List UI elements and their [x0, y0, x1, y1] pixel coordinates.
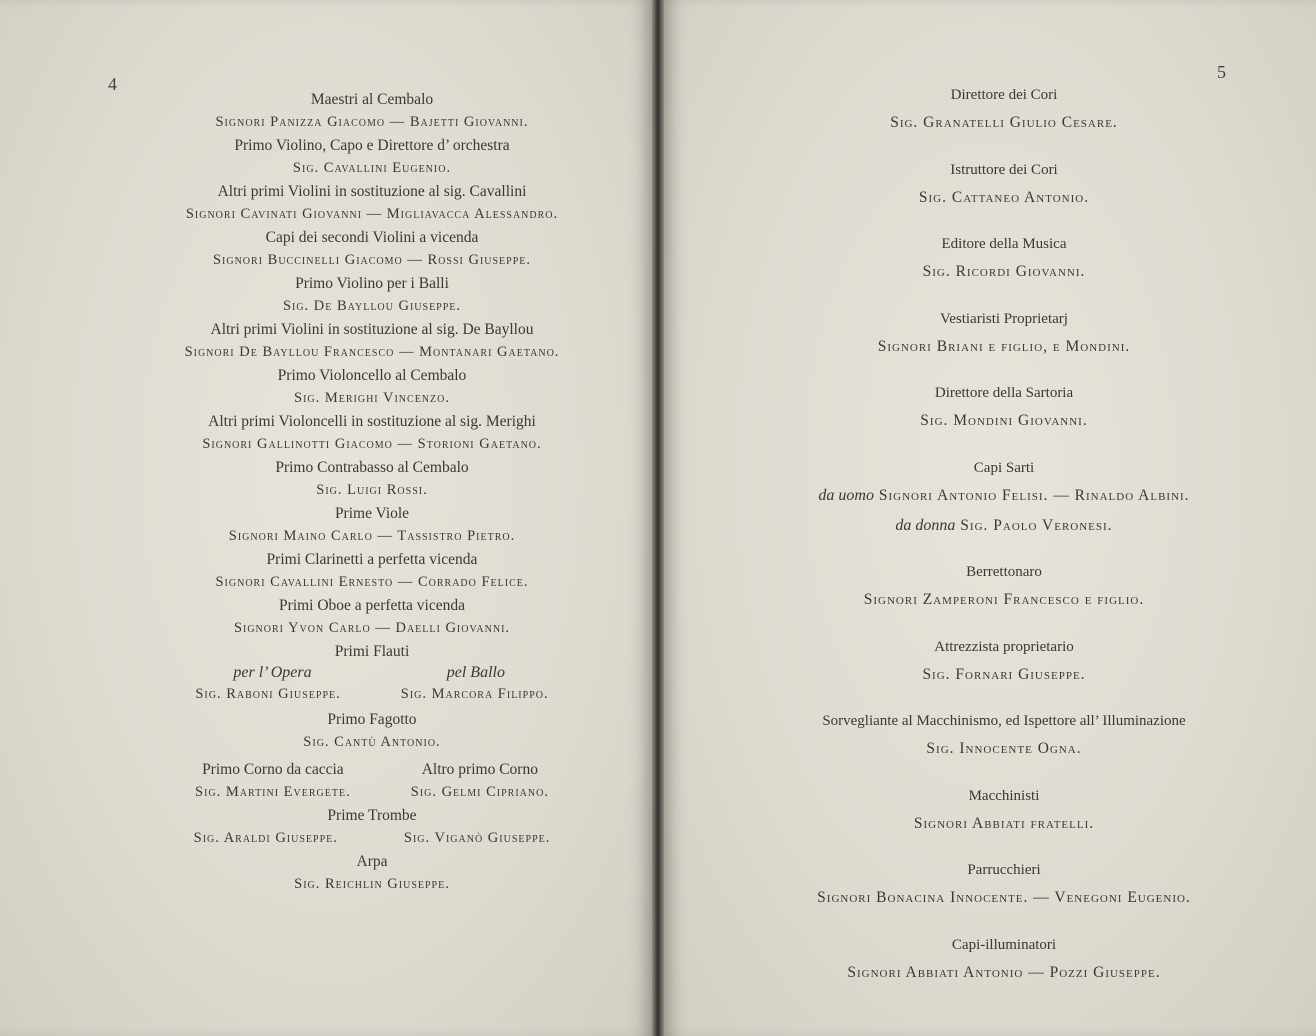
- credit-heading: Arpa: [356, 853, 388, 870]
- credit-block: [724, 783, 1284, 839]
- trombe-columns: [112, 827, 632, 850]
- left-page-content: [112, 88, 632, 896]
- flauti-opera-label: per l’ Opera: [233, 664, 312, 681]
- credit-heading: Istruttore dei Cori: [950, 161, 1058, 178]
- credit-names: Signori Cavallini Ernesto — Corrado Felice.: [215, 574, 529, 590]
- credit-heading: Prime Trombe: [327, 807, 417, 824]
- credit-block: [112, 456, 632, 502]
- flauti-opera-name: Sig. Raboni Giuseppe.: [195, 686, 341, 702]
- credit-names: Signori Abbiati Antonio — Pozzi Giuseppe.: [847, 963, 1161, 981]
- flauti-columns: [112, 663, 632, 706]
- left-page: [0, 0, 652, 1036]
- flauti-ballo-name: Sig. Marcora Filippo.: [400, 686, 549, 702]
- credit-block: [724, 306, 1284, 362]
- credit-names: Sig. Martini Evergete.: [195, 784, 351, 800]
- credit-heading: Maestri al Cembalo: [310, 91, 434, 108]
- credit-heading: Primi Flauti: [334, 643, 410, 660]
- sarti-donna-line: [724, 511, 1284, 541]
- sarti-uomo-line: [724, 481, 1284, 511]
- credit-names: Signori De Bayllou Francesco — Montanari Gaetano.: [184, 344, 560, 360]
- right-page-content: [724, 82, 1284, 1006]
- book-gutter: [652, 0, 664, 1036]
- credit-names: Signori Panizza Giacomo — Bajetti Giovanni.: [215, 114, 529, 130]
- credit-heading: Altri primi Violoncelli in sostituzione al sig. Merighi: [208, 413, 536, 430]
- credit-block: [724, 231, 1284, 287]
- credit-heading: Editore della Musica: [941, 236, 1067, 252]
- credit-heading: Vestiaristi Proprietarj: [940, 310, 1068, 327]
- credit-block: [724, 380, 1284, 436]
- altro-corno-column: [411, 758, 549, 804]
- right-page: [664, 0, 1316, 1036]
- credit-names: Sig. De Bayllou Giuseppe.: [282, 298, 462, 314]
- sarti-uomo-names: Signori Antonio Felisi. — Rinaldo Albini.: [878, 486, 1190, 504]
- credit-names: Sig. Granatelli Giulio Cesare.: [890, 114, 1118, 131]
- sarti-donna-label: da donna: [895, 516, 956, 534]
- credit-names: Signori Yvon Carlo — Daelli Giovanni.: [233, 620, 511, 636]
- credit-block: [112, 134, 632, 180]
- credit-heading: Primo Corno da caccia: [202, 761, 344, 778]
- credit-block: [112, 594, 632, 640]
- credit-heading: Primi Oboe a perfetta vicenda: [279, 597, 465, 614]
- credit-block: [112, 548, 632, 594]
- credit-names: Signori Buccinelli Giacomo — Rossi Giuseppe.: [212, 252, 532, 268]
- credit-names: Signori Abbiati fratelli.: [913, 814, 1095, 832]
- credit-block: [112, 88, 632, 134]
- page-number: 4: [108, 74, 117, 94]
- flauti-block: [112, 640, 632, 706]
- credit-heading: Primo Contrabasso al Cembalo: [275, 459, 469, 476]
- credit-names: Sig. Innocente Ogna.: [926, 740, 1082, 757]
- credit-names: Signori Cavinati Giovanni — Migliavacca Alessandro.: [185, 206, 559, 222]
- credit-names: Signori Gallinotti Giacomo — Storioni Gaetano.: [202, 436, 542, 452]
- sarti-uomo-label: da uomo: [818, 486, 874, 504]
- credit-names: Sig. Araldi Giuseppe.: [193, 830, 338, 846]
- page-number: 5: [1217, 62, 1226, 82]
- credit-block: [112, 850, 632, 896]
- credit-heading: Primo Fagotto: [327, 711, 417, 728]
- credit-heading: Altri primi Violini in sostituzione al sig. De Bayllou: [210, 321, 534, 338]
- corni-block: [112, 758, 632, 804]
- credit-heading: Altro primo Corno: [421, 761, 538, 778]
- credit-names: Signori Maino Carlo — Tassistro Pietro.: [228, 528, 516, 544]
- credit-names: Signori Bonacina Innocente. — Venegoni Eugenio.: [817, 889, 1191, 906]
- sarti-donna-names: Sig. Paolo Veronesi.: [960, 516, 1113, 534]
- corno-caccia-column: [195, 758, 351, 804]
- credit-names: Sig. Merighi Vincenzo.: [294, 390, 450, 406]
- credit-block: [112, 708, 632, 754]
- flauti-ballo-label: pel Ballo: [446, 664, 505, 681]
- credit-block: [724, 157, 1284, 213]
- credit-block: [724, 857, 1284, 913]
- credit-heading: Primo Violoncello al Cembalo: [277, 367, 467, 384]
- credit-block: [112, 410, 632, 456]
- credit-heading: Direttore dei Cori: [950, 87, 1058, 103]
- credit-names: Sig. Gelmi Cipriano.: [410, 784, 549, 800]
- trombe-block: [112, 804, 632, 850]
- credit-names: Sig. Cattaneo Antonio.: [918, 188, 1090, 206]
- corni-columns: [112, 758, 632, 804]
- credit-heading: Berrettonaro: [966, 564, 1042, 580]
- credit-block: [724, 559, 1284, 615]
- credit-names: Sig. Viganò Giuseppe.: [403, 830, 551, 846]
- credit-heading: Sorvegliante al Macchinismo, ed Ispettore all’ Illuminazione: [822, 713, 1186, 729]
- credit-heading: Direttore della Sartoria: [934, 385, 1074, 401]
- credit-heading: Capi Sarti: [973, 459, 1035, 476]
- credit-names: Sig. Luigi Rossi.: [316, 482, 428, 498]
- credit-block: [112, 318, 632, 364]
- credit-heading: Parrucchieri: [967, 862, 1041, 878]
- credit-block: [724, 82, 1284, 138]
- credit-block: [112, 226, 632, 272]
- credit-heading: Macchinisti: [968, 787, 1040, 804]
- credit-names: Sig. Mondini Giovanni.: [920, 412, 1088, 429]
- credit-block: [112, 364, 632, 410]
- credit-heading: Primo Violino per i Balli: [295, 275, 449, 292]
- credit-heading: Attrezzista proprietario: [934, 638, 1074, 655]
- credit-block: [724, 634, 1284, 690]
- credit-block: [112, 272, 632, 318]
- credit-names: Sig. Cantù Antonio.: [303, 734, 441, 750]
- credit-heading: Primi Clarinetti a perfetta vicenda: [266, 551, 478, 568]
- credit-heading: Altri primi Violini in sostituzione al sig. Cavallini: [217, 183, 527, 200]
- credit-names: Sig. Ricordi Giovanni.: [922, 263, 1086, 280]
- credit-heading: Capi-illuminatori: [951, 936, 1057, 953]
- capi-sarti-block: [724, 455, 1284, 541]
- flauti-ballo-column: [401, 663, 549, 706]
- credit-block: [724, 708, 1284, 764]
- credit-names: Signori Briani e figlio, e Mondini.: [877, 337, 1131, 355]
- credit-names: Signori Zamperoni Francesco e figlio.: [863, 591, 1145, 608]
- credit-block: [112, 502, 632, 548]
- credit-names: Sig. Fornari Giuseppe.: [922, 665, 1086, 683]
- credit-heading: Primo Violino, Capo e Direttore d’ orchestra: [234, 137, 510, 154]
- credit-heading: Prime Viole: [334, 505, 410, 522]
- credit-names: Sig. Cavallini Eugenio.: [292, 160, 452, 176]
- flauti-opera-column: [195, 663, 340, 706]
- credit-names: Sig. Reichlin Giuseppe.: [294, 876, 450, 892]
- credit-heading: Capi dei secondi Violini a vicenda: [265, 229, 479, 246]
- credit-block: [724, 932, 1284, 988]
- credit-block: [112, 180, 632, 226]
